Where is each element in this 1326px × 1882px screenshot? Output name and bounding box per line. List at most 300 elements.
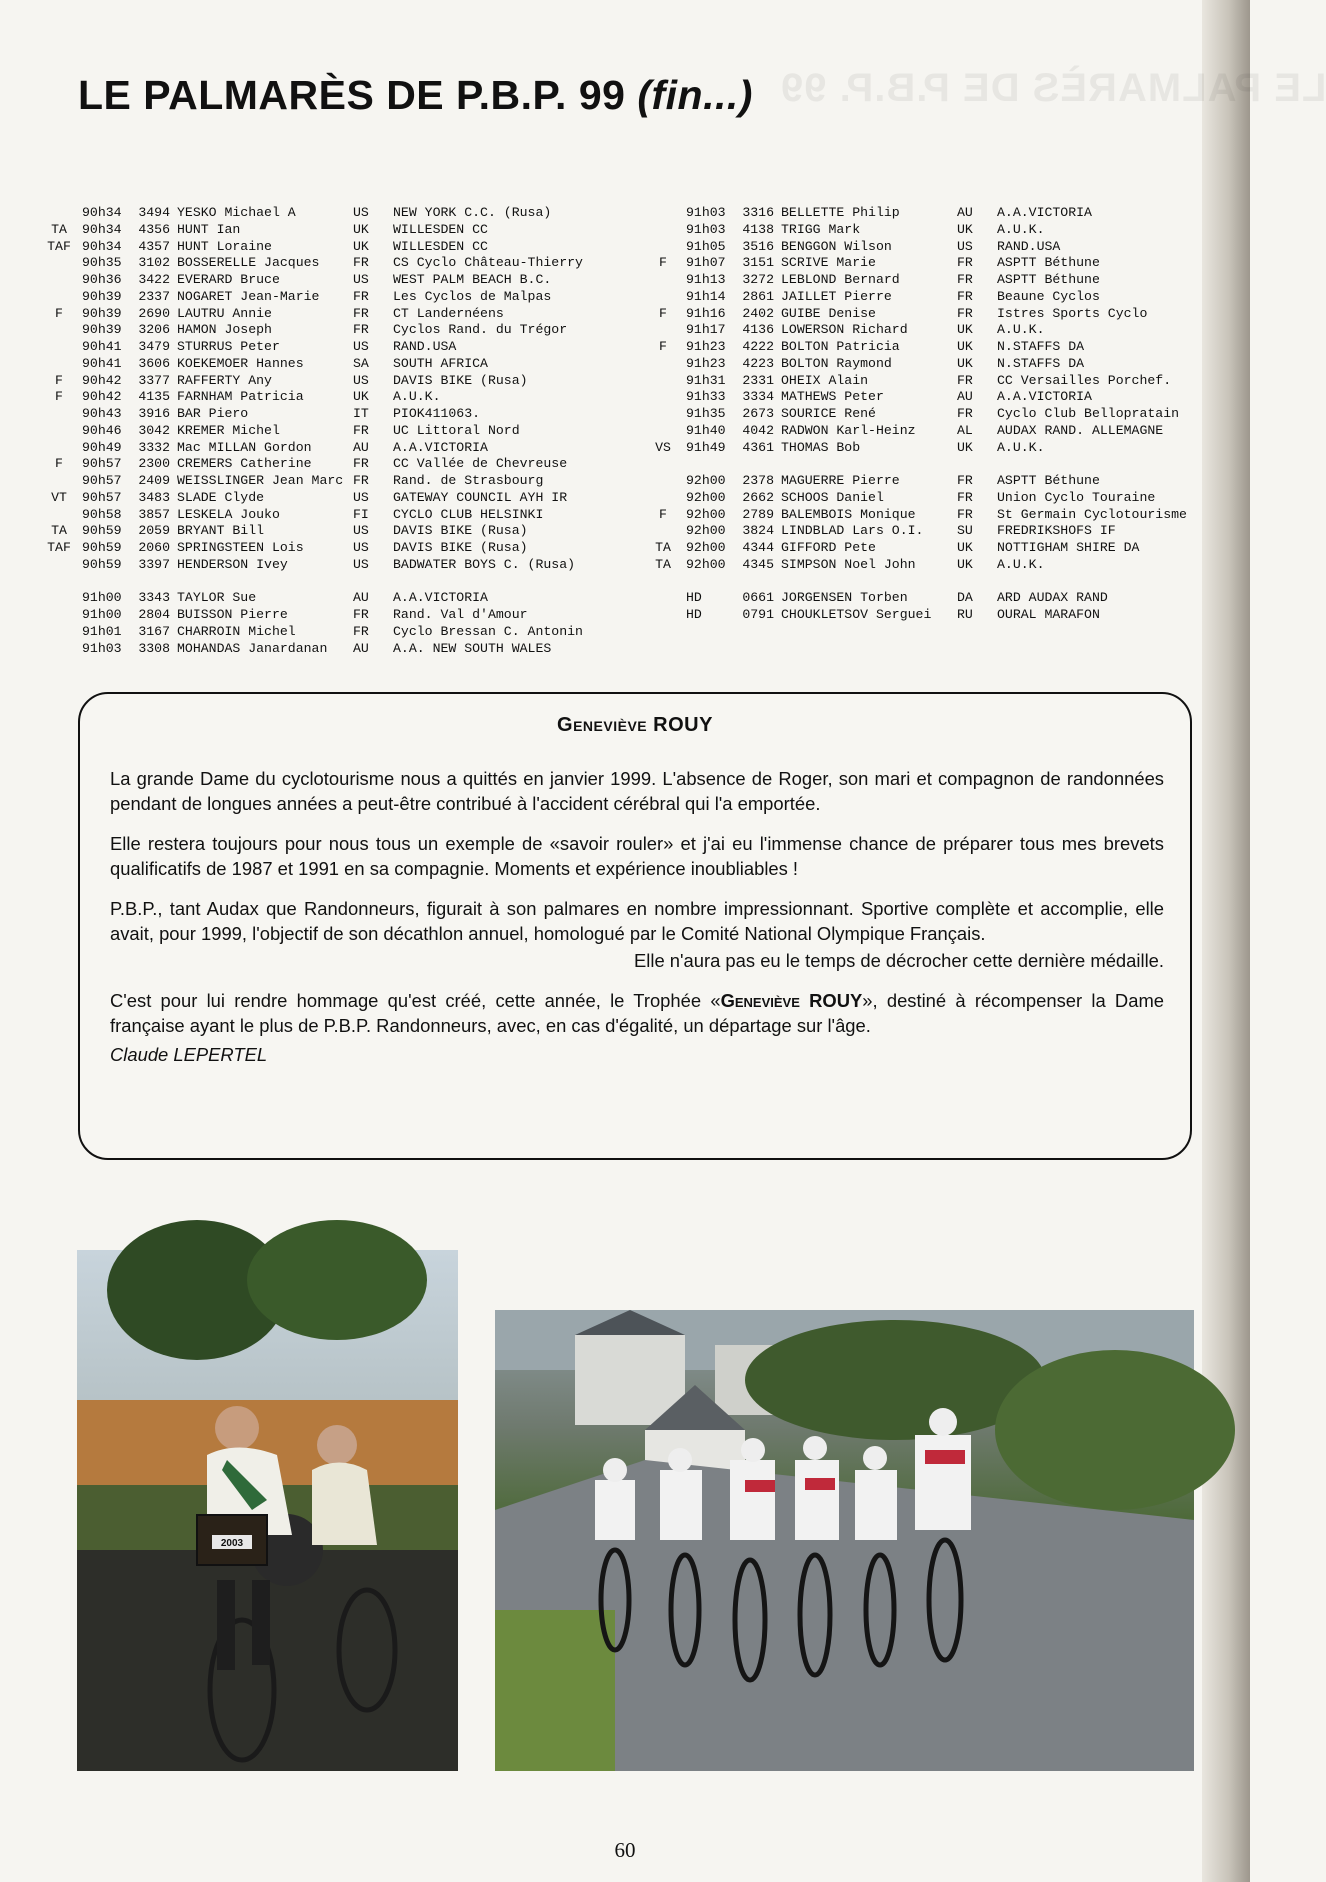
- results-column-left: [36, 205, 643, 657]
- result-flag: [36, 507, 82, 524]
- result-row: [640, 289, 1247, 306]
- result-time: 90h57: [82, 456, 122, 472]
- result-time: 90h34: [82, 221, 122, 237]
- result-name: LOWERSON Richard: [781, 322, 908, 338]
- result-country: FR: [957, 255, 973, 271]
- result-flag: [640, 373, 686, 390]
- result-country: AU: [957, 389, 973, 405]
- result-time: 92h00: [686, 540, 726, 555]
- result-time: 90h58: [82, 506, 122, 522]
- result-time: 90h59: [82, 556, 122, 572]
- result-country: FR: [957, 506, 973, 522]
- result-number: 2409: [138, 473, 170, 488]
- result-country: FR: [957, 305, 973, 321]
- result-country: FR: [957, 372, 973, 388]
- result-time: 91h05: [686, 238, 726, 254]
- result-club: CC Vallée de Chevreuse: [393, 456, 568, 472]
- result-club: DAVIS BIKE (Rusa): [393, 523, 528, 539]
- result-name: GIFFORD Pete: [781, 540, 876, 555]
- result-name: NOGARET Jean-Marie: [177, 288, 320, 304]
- result-flag: F: [55, 372, 63, 388]
- result-number: 4138: [742, 221, 774, 237]
- result-club: NOTTIGHAM SHIRE DA: [997, 540, 1140, 555]
- result-name: HUNT Ian: [177, 221, 241, 237]
- result-number: 4222: [742, 339, 774, 354]
- result-club: A.A. NEW SOUTH WALES: [393, 640, 552, 656]
- result-name: LESKELA Jouko: [177, 506, 280, 522]
- result-club: Les Cyclos de Malpas: [393, 288, 552, 304]
- result-flag: TA: [655, 540, 671, 555]
- result-number: 2789: [742, 506, 774, 522]
- result-time: 91h23: [686, 355, 726, 371]
- result-flag: [640, 607, 686, 624]
- result-flag: F: [659, 305, 667, 321]
- result-name: BALEMBOIS Monique: [781, 506, 916, 522]
- result-country: UK: [353, 221, 369, 237]
- result-number: 3857: [138, 506, 170, 522]
- result-number: 3316: [742, 205, 774, 220]
- results-spacer: [640, 456, 1247, 473]
- result-number: 2060: [138, 540, 170, 555]
- tribute-paragraph: Elle restera toujours pour nous tous un exemple de «savoir rouler» et j'ai eu l'immense chance de préparer tous mes brevets qualificatifs de 1987 et 1991 en sa compagnie. Moments et expérience inoubliables !: [110, 833, 1164, 879]
- result-club: A.U.K.: [997, 221, 1045, 237]
- result-number: 2337: [138, 288, 170, 304]
- result-number: 3167: [138, 623, 170, 639]
- result-club: Union Cyclo Touraine: [997, 489, 1156, 505]
- result-time: 90h57: [82, 473, 122, 488]
- result-name: JORGENSEN Torben: [781, 590, 908, 606]
- result-time: 91h03: [82, 640, 122, 656]
- result-name: EVERARD Bruce: [177, 272, 280, 287]
- result-name: STURRUS Peter: [177, 339, 280, 354]
- result-club: CYCLO CLUB HELSINKI: [393, 506, 544, 522]
- result-row: [640, 406, 1247, 423]
- trophy-text-start: C'est pour lui rendre hommage qu'est créé, cette année, le Trophée «: [110, 990, 721, 1011]
- result-name: SLADE Clyde: [177, 489, 265, 505]
- result-club: AUDAX RAND. ALLEMAGNE: [997, 422, 1164, 438]
- result-number: 3272: [742, 272, 774, 287]
- result-time: 90h39: [82, 305, 122, 321]
- result-row: [36, 255, 643, 272]
- result-time: 90h42: [82, 389, 122, 405]
- result-number: 2861: [742, 288, 774, 304]
- result-club: WEST PALM BEACH B.C.: [393, 272, 552, 287]
- photo-two-cyclists: [77, 1250, 458, 1771]
- result-name: JAILLET Pierre: [781, 288, 892, 304]
- result-time: 91h35: [686, 406, 726, 421]
- result-name: RAFFERTY Any: [177, 372, 272, 388]
- tribute-body: [110, 766, 1164, 1082]
- result-country: FR: [353, 473, 369, 488]
- result-country: US: [353, 272, 369, 287]
- result-flag: [640, 239, 686, 256]
- result-row: [36, 641, 643, 658]
- result-time: 91h03: [686, 221, 726, 237]
- result-flag: [640, 289, 686, 306]
- result-flag: TA: [655, 556, 671, 572]
- result-row: [36, 490, 643, 507]
- tribute-box: [78, 692, 1192, 1160]
- result-club: A.U.K.: [997, 322, 1045, 338]
- result-row: [36, 389, 643, 406]
- result-flag: F: [659, 255, 667, 271]
- result-number: 4344: [742, 540, 774, 555]
- result-country: FI: [353, 506, 369, 522]
- result-club: Rand. de Strasbourg: [393, 473, 544, 488]
- result-club: St Germain Cyclotourisme: [997, 506, 1187, 522]
- result-time: 90h35: [82, 255, 122, 271]
- result-number: 0661: [742, 590, 774, 606]
- signature: Claude LEPERTEL: [110, 1044, 268, 1065]
- result-country: IT: [353, 406, 369, 421]
- result-club: N.STAFFS DA: [997, 339, 1085, 354]
- bike-plate-number: 2003: [220, 1538, 244, 1549]
- result-number: 2378: [742, 473, 774, 488]
- title-main: LE PALMARÈS DE P.B.P. 99: [78, 72, 638, 118]
- result-club: FREDRIKSHOFS IF: [997, 523, 1116, 539]
- result-club: GATEWAY COUNCIL AYH IR: [393, 489, 568, 505]
- result-flag: [640, 473, 686, 490]
- result-row: [640, 239, 1247, 256]
- result-time: 91h00: [82, 607, 122, 622]
- result-flag: [36, 624, 82, 641]
- result-time: 92h00: [686, 556, 726, 572]
- result-row: [36, 373, 643, 390]
- result-country: UK: [957, 355, 973, 371]
- result-time: 90h49: [82, 439, 122, 455]
- result-number: 3206: [138, 322, 170, 338]
- result-country: FR: [957, 489, 973, 505]
- result-flag: [36, 423, 82, 440]
- result-time: 91h17: [686, 322, 726, 338]
- result-name: KOEKEMOER Hannes: [177, 355, 304, 371]
- result-country: AU: [353, 640, 369, 656]
- result-time: 91h31: [686, 372, 726, 388]
- result-time: 90h39: [82, 322, 122, 338]
- result-name: SIMPSON Noel John: [781, 556, 916, 572]
- result-flag: TA: [51, 221, 67, 237]
- result-flag: TA: [51, 523, 67, 539]
- result-flag: F: [55, 389, 63, 405]
- result-time: 90h59: [82, 540, 122, 555]
- result-time: 90h46: [82, 422, 122, 438]
- result-number: 3343: [138, 590, 170, 606]
- result-name: FARNHAM Patricia: [177, 389, 304, 405]
- result-name: CREMERS Catherine: [177, 456, 312, 472]
- page-title: [78, 72, 753, 119]
- bleed-through-title: LE PALMARÈS DE P.B.P. 99: [780, 66, 1326, 110]
- tribute-paragraph: [110, 988, 1164, 1038]
- result-row: [640, 222, 1247, 239]
- result-row: [36, 306, 643, 323]
- result-country: UK: [353, 238, 369, 254]
- result-flag: [36, 289, 82, 306]
- result-number: 3151: [742, 255, 774, 271]
- result-flag: [640, 590, 686, 607]
- result-row: [640, 423, 1247, 440]
- result-country: DA: [957, 590, 973, 606]
- result-row: [36, 507, 643, 524]
- result-club: A.A.VICTORIA: [997, 205, 1092, 220]
- result-time: 91h33: [686, 389, 726, 405]
- photo-peloton-drawing: [495, 1310, 1194, 1771]
- result-number: 3042: [138, 422, 170, 438]
- result-flag: [36, 440, 82, 457]
- result-name: WEISSLINGER Jean Marc: [177, 473, 344, 488]
- result-time: 92h00: [686, 473, 726, 488]
- result-number: 3332: [138, 439, 170, 455]
- result-club: ASPTT Béthune: [997, 473, 1100, 488]
- result-flag: [640, 490, 686, 507]
- result-time: 90h41: [82, 339, 122, 354]
- result-number: 2402: [742, 305, 774, 321]
- result-name: MAGUERRE Pierre: [781, 473, 900, 488]
- result-club: WILLESDEN CC: [393, 221, 488, 237]
- result-flag: [36, 590, 82, 607]
- result-time: 92h00: [686, 489, 726, 505]
- result-club: A.U.K.: [997, 556, 1045, 572]
- trophy-text-end: », destiné à récompenser la Dame française ayant le plus de P.B.P. Randonneurs, avec, en cas d'égalité, un départage sur l'âge.: [110, 990, 1164, 1036]
- result-name: BUISSON Pierre: [177, 607, 288, 622]
- result-time: 90h39: [82, 288, 122, 304]
- result-name: RADWON Karl-Heinz: [781, 422, 916, 438]
- result-country: US: [353, 339, 369, 354]
- result-number: 4223: [742, 355, 774, 371]
- result-club: NEW YORK C.C. (Rusa): [393, 205, 552, 220]
- result-row: [36, 540, 643, 557]
- result-time: 91h00: [82, 590, 122, 606]
- result-name: BELLETTE Philip: [781, 205, 900, 220]
- result-name: BENGGON Wilson: [781, 238, 892, 254]
- result-row: [36, 423, 643, 440]
- result-number: 2662: [742, 489, 774, 505]
- result-club: OURAL MARAFON: [997, 607, 1100, 622]
- result-flag: [36, 205, 82, 222]
- result-country: AU: [353, 439, 369, 455]
- result-name: HENDERSON Ivey: [177, 556, 288, 572]
- result-name: BOSSERELLE Jacques: [177, 255, 320, 271]
- result-country: UK: [957, 439, 973, 455]
- result-row: [640, 373, 1247, 390]
- result-flag: [640, 222, 686, 239]
- result-number: 4345: [742, 556, 774, 572]
- result-flag: [36, 607, 82, 624]
- result-country: AU: [353, 590, 369, 606]
- result-flag: TAF: [47, 238, 71, 254]
- result-row: [640, 507, 1247, 524]
- result-club: PIOK411063.: [393, 406, 481, 421]
- result-row: [36, 272, 643, 289]
- result-number: 2059: [138, 523, 170, 539]
- result-country: FR: [957, 406, 973, 421]
- result-name: SCRIVE Marie: [781, 255, 876, 271]
- result-country: FR: [353, 322, 369, 338]
- result-time: 91h13: [686, 272, 726, 287]
- result-club: ARD AUDAX RAND: [997, 590, 1108, 606]
- result-flag: [36, 641, 82, 658]
- photo-peloton: [495, 1310, 1194, 1771]
- result-flag: F: [659, 339, 667, 354]
- result-number: 4357: [138, 238, 170, 254]
- result-row: [36, 440, 643, 457]
- result-row: [640, 356, 1247, 373]
- result-club: ASPTT Béthune: [997, 272, 1100, 287]
- result-time: 90h42: [82, 372, 122, 388]
- result-row: [36, 590, 643, 607]
- result-number: 3422: [138, 272, 170, 287]
- result-time: 91h16: [686, 305, 726, 321]
- result-time: HD: [686, 590, 702, 606]
- result-club: CC Versailles Porchef.: [997, 372, 1172, 388]
- result-time: 91h14: [686, 288, 726, 304]
- result-club: Cyclos Rand. du Trégor: [393, 322, 568, 338]
- result-club: RAND.USA: [997, 238, 1061, 254]
- result-number: 3308: [138, 640, 170, 656]
- result-time: HD: [686, 607, 702, 622]
- result-club: ASPTT Béthune: [997, 255, 1100, 271]
- result-row: [640, 440, 1247, 457]
- result-flag: [640, 272, 686, 289]
- result-number: 3494: [138, 205, 170, 220]
- result-time: 90h43: [82, 406, 122, 421]
- result-country: US: [353, 489, 369, 505]
- result-name: BAR Piero: [177, 406, 249, 421]
- result-name: BRYANT Bill: [177, 523, 265, 539]
- result-flag: [36, 272, 82, 289]
- result-time: 92h00: [686, 506, 726, 522]
- result-row: [640, 389, 1247, 406]
- result-country: AU: [957, 205, 973, 220]
- result-country: SU: [957, 523, 973, 539]
- result-number: 2300: [138, 456, 170, 472]
- result-country: FR: [957, 473, 973, 488]
- result-flag: VS: [655, 439, 671, 455]
- result-country: RU: [957, 607, 973, 622]
- result-time: 91h49: [686, 439, 726, 455]
- result-flag: [640, 356, 686, 373]
- result-flag: F: [55, 305, 63, 321]
- result-row: [640, 322, 1247, 339]
- result-name: THOMAS Bob: [781, 439, 861, 455]
- tribute-paragraph: Elle n'aura pas eu le temps de décrocher cette dernière médaille.: [634, 950, 1164, 971]
- result-number: 4356: [138, 221, 170, 237]
- result-country: FR: [957, 272, 973, 287]
- result-time: 91h07: [686, 255, 726, 271]
- result-flag: [36, 339, 82, 356]
- result-country: FR: [353, 305, 369, 321]
- result-name: MOHANDAS Janardanan: [177, 640, 328, 656]
- result-row: [640, 473, 1247, 490]
- result-club: A.U.K.: [393, 389, 441, 405]
- result-country: FR: [353, 422, 369, 438]
- result-row: [36, 607, 643, 624]
- trophy-name: Geneviève ROUY: [720, 990, 863, 1011]
- result-row: [640, 306, 1247, 323]
- page-number: 60: [614, 1838, 636, 1862]
- result-row: [640, 255, 1247, 272]
- result-club: RAND.USA: [393, 339, 457, 354]
- title-suffix: (fin...): [637, 72, 753, 118]
- result-number: 4135: [138, 389, 170, 405]
- result-number: 3916: [138, 406, 170, 421]
- result-row: [36, 322, 643, 339]
- result-name: SPRINGSTEEN Lois: [177, 540, 304, 555]
- result-row: [640, 339, 1247, 356]
- result-row: [36, 356, 643, 373]
- result-name: TRIGG Mark: [781, 221, 861, 237]
- result-club: CT Landernéens: [393, 305, 504, 321]
- result-country: UK: [957, 339, 973, 354]
- result-name: LEBLOND Bernard: [781, 272, 900, 287]
- result-row: [640, 490, 1247, 507]
- result-flag: [640, 523, 686, 540]
- result-country: US: [353, 523, 369, 539]
- result-country: UK: [957, 540, 973, 555]
- result-country: FR: [353, 456, 369, 472]
- result-club: A.A.VICTORIA: [393, 590, 488, 606]
- result-country: US: [353, 540, 369, 555]
- result-row: [640, 607, 1247, 624]
- result-name: TAYLOR Sue: [177, 590, 257, 606]
- result-club: A.A.VICTORIA: [997, 389, 1092, 405]
- tribute-heading: Geneviève ROUY: [557, 714, 713, 736]
- result-time: 91h23: [686, 339, 726, 354]
- result-number: 3824: [742, 523, 774, 539]
- tribute-paragraph: P.B.P., tant Audax que Randonneurs, figurait à son palmares en nombre impressionnant. Sportive complète et accomplie, elle avait, pour 1999, l'objectif de son décathlon annuel, homologué par le Comité National Olympique Français.: [110, 898, 1164, 944]
- result-row: [36, 473, 643, 490]
- result-time: 91h40: [686, 422, 726, 438]
- result-time: 90h34: [82, 238, 122, 254]
- result-name: MATHEWS Peter: [781, 389, 884, 405]
- result-number: 3102: [138, 255, 170, 271]
- result-club: Rand. Val d'Amour: [393, 607, 528, 622]
- result-name: KREMER Michel: [177, 422, 280, 438]
- result-club: Cyclo Bressan C. Antonin: [393, 623, 583, 639]
- result-country: SA: [353, 355, 369, 371]
- result-name: CHOUKLETSOV Serguei: [781, 607, 932, 622]
- result-row: [36, 222, 643, 239]
- result-country: FR: [957, 288, 973, 304]
- result-time: 90h34: [82, 205, 122, 220]
- result-name: BOLTON Raymond: [781, 355, 892, 371]
- results-spacer: [640, 574, 1247, 591]
- result-name: Mac MILLAN Gordon: [177, 439, 312, 455]
- result-country: AL: [957, 422, 973, 438]
- result-time: 90h41: [82, 355, 122, 371]
- result-flag: F: [659, 506, 667, 522]
- result-number: 3397: [138, 556, 170, 572]
- result-row: [640, 557, 1247, 574]
- result-row: [640, 272, 1247, 289]
- result-club: Istres Sports Cyclo: [997, 305, 1148, 321]
- result-country: UK: [353, 389, 369, 405]
- result-country: US: [353, 205, 369, 220]
- results-spacer: [36, 574, 643, 591]
- result-flag: [36, 322, 82, 339]
- result-time: 91h01: [82, 623, 122, 639]
- result-number: 2673: [742, 406, 774, 421]
- result-name: BOLTON Patricia: [781, 339, 900, 354]
- result-flag: [640, 406, 686, 423]
- result-name: SOURICE René: [781, 406, 876, 421]
- result-time: 90h59: [82, 523, 122, 539]
- result-row: [36, 557, 643, 574]
- result-club: A.A.VICTORIA: [393, 439, 488, 455]
- result-time: 92h00: [686, 523, 726, 539]
- result-number: 3334: [742, 389, 774, 405]
- result-name: LINDBLAD Lars O.I.: [781, 523, 924, 539]
- result-club: Cyclo Club Bellopratain: [997, 406, 1180, 421]
